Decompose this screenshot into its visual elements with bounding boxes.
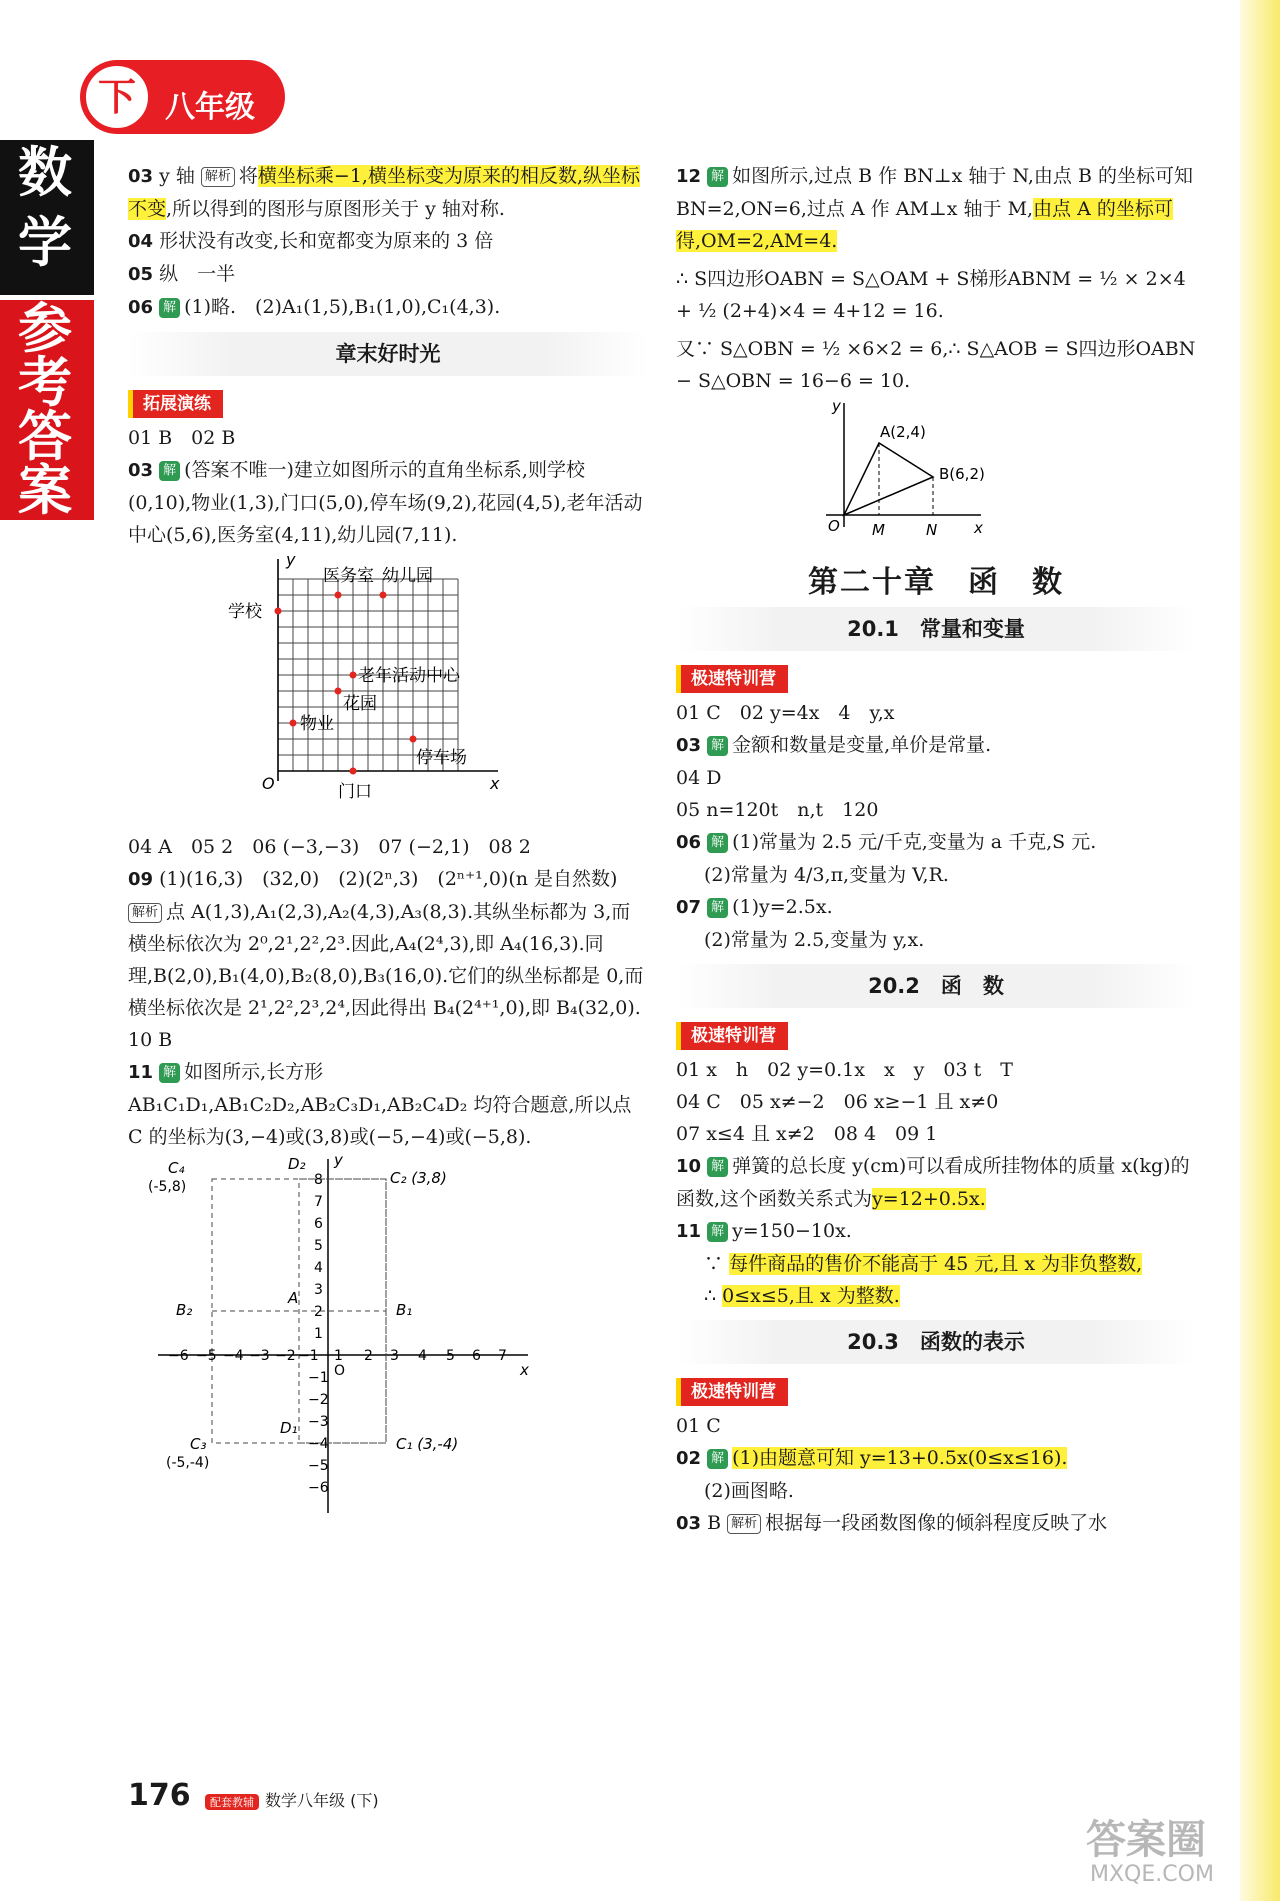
highlight: 横坐标乘−1,横坐标变为原来的相反数,纵坐标不变 (128, 165, 641, 220)
answer-03: 03 y 轴 解析 将横坐标乘−1,横坐标变为原来的相反数,纵坐标不变,所以得到的图形与原图形关于 y 轴对称. (128, 165, 641, 220)
answer-02: 02 解 (1)由题意可知 y=13+0.5x(0≤x≤16). (676, 1447, 1068, 1469)
point-label: C₄ (168, 1159, 185, 1177)
map-label: 门口 (338, 782, 372, 802)
point-label: N (926, 521, 938, 539)
answers-band (0, 297, 94, 522)
answer-05: 05 纵 一半 (128, 263, 236, 285)
svg-text:−4: −4 (308, 1436, 329, 1452)
side-char: 答 (18, 405, 72, 468)
section-title: 20.2 函 数 (676, 964, 1196, 1008)
svg-text:−6: −6 (168, 1348, 189, 1364)
side-char: 案 (18, 459, 72, 522)
answer-02-part2: (2)画图略. (704, 1480, 794, 1502)
svg-text:6: 6 (314, 1216, 323, 1232)
side-char: 参 (18, 297, 72, 360)
answers-01-02: 01 C 02 y=4x 4 y,x (676, 702, 895, 724)
answers-04-08: 04 A 05 2 06 (−3,−3) 07 (−2,1) 08 2 (128, 836, 531, 858)
svg-text:3: 3 (314, 1282, 323, 1298)
answer-06: 06 解 (1)略. (2)A₁(1,5),B₁(1,0),C₁(4,3). (128, 296, 501, 318)
analysis-tag: 解析 (128, 903, 162, 923)
svg-text:5: 5 (446, 1348, 455, 1364)
answer-04: 04 D (676, 767, 722, 789)
axis-label-x: x (520, 1361, 529, 1379)
answer-03b: 03 B 解析 根据每一段函数图像的倾斜程度反映了水 (676, 1512, 1108, 1534)
point-label: C₃ (190, 1435, 207, 1453)
right-column (676, 160, 1196, 1540)
answer-11-because: ∵ 每件商品的售价不能高于 45 元,且 x 为非负整数, (704, 1253, 1143, 1275)
map-label: 学校 (228, 602, 262, 622)
svg-text:−1: −1 (308, 1370, 329, 1386)
svg-text:4: 4 (314, 1260, 323, 1276)
point-label: B₁ (396, 1301, 413, 1319)
triangle-figure (676, 397, 1196, 547)
section-title: 20.3 函数的表示 (676, 1320, 1196, 1364)
volume-badge: 下 (82, 62, 152, 132)
answer-03: 03 解 金额和数量是变量,单价是常量. (676, 734, 992, 756)
axis-label-x: x (974, 519, 983, 537)
answers-04-06: 04 C 05 x≠−2 06 x≥−1 且 x≠0 (676, 1091, 999, 1113)
svg-text:−2: −2 (275, 1348, 296, 1364)
section-title: 20.1 常量和变量 (676, 607, 1196, 651)
point-label: D₂ (288, 1155, 306, 1173)
analysis-tag: 解析 (727, 1514, 761, 1534)
point-label: C₂ (3,8) (390, 1169, 447, 1187)
solution-tag: 解 (707, 1157, 728, 1177)
axis-label-y: y (832, 397, 841, 415)
solution-tag: 解 (159, 298, 180, 318)
solution-tag: 解 (707, 1449, 728, 1469)
point-label: D₁ (280, 1419, 298, 1437)
point-label: A(2,4) (880, 423, 926, 441)
answer-01-02: 01 B 02 B (128, 427, 236, 449)
origin-label: O (334, 1363, 346, 1379)
svg-text:8: 8 (314, 1172, 323, 1188)
highlight: 由点 A 的坐标可得,OM=2,AM=4. (676, 198, 1173, 252)
svg-text:−1: −1 (298, 1348, 319, 1364)
map-label: 老年活动中心 (358, 666, 460, 686)
answer-11-therefore: ∴ 0≤x≤5,且 x 为整数. (704, 1285, 900, 1307)
svg-text:5: 5 (314, 1238, 323, 1254)
answer-10: 10 B (128, 1029, 173, 1051)
practice-tag: 极速特训营 (676, 1378, 788, 1406)
answer-01: 01 C (676, 1415, 721, 1437)
map-label: 物业 (300, 714, 334, 734)
answer-06: 06 解 (1)常量为 2.5 元/千克,变量为 a 千克,S 元. (676, 831, 1097, 853)
highlight: y=12+0.5x. (872, 1188, 986, 1210)
map-label: 花园 (343, 694, 377, 714)
axis-label-x: x (490, 774, 500, 793)
page-number: 176 (128, 1778, 191, 1813)
answer-09-analysis: 解析 点 A(1,3),A₁(2,3),A₂(4,3),A₃(8,3).其纵坐标都为 3,而横坐标依次为 2⁰,2¹,2²,2³.因此,A₄(2⁴,3),即 A₄(16,3).同理,B(2,0),B₁(4,0),B₂(8,0),B₃(16,0).它们的纵坐标都是 0,而横坐标依次是 2¹,2²,2³,2⁴,因此得出 B₄(2⁴⁺¹,0),即 B₄(32,0). (128, 901, 644, 1019)
side-char: 考 (18, 351, 72, 414)
answers-01-03: 01 x h 02 y=0.1x x y 03 t T (676, 1059, 1013, 1081)
svg-text:−3: −3 (249, 1348, 270, 1364)
answer-05: 05 n=120t n,t 120 (676, 799, 879, 821)
solution-tag: 解 (707, 898, 728, 918)
highlight: 每件商品的售价不能高于 45 元,且 x 为非负整数, (729, 1253, 1143, 1275)
svg-text:4: 4 (418, 1348, 427, 1364)
solution-tag: 解 (707, 1222, 728, 1242)
practice-tag: 拓展演练 (128, 390, 223, 418)
point-label: C₁ (3,-4) (396, 1435, 459, 1453)
left-column (128, 160, 648, 1538)
svg-text:7: 7 (314, 1194, 323, 1210)
answer-12-equation: 又∵ S△OBN = ½ ×6×2 = 6,∴ S△AOB = S四边形OABN − S△OBN = 16−6 = 10. (676, 338, 1196, 392)
map-label: 幼儿园 (382, 566, 433, 586)
watermark-url: MXQE.COM (1090, 1862, 1214, 1887)
answer-04: 04 形状没有改变,长和宽都变为原来的 3 倍 (128, 230, 494, 252)
solution-tag: 解 (159, 1063, 180, 1083)
map-label: 停车场 (416, 748, 467, 768)
origin-label: O (262, 774, 275, 793)
svg-text:−5: −5 (308, 1458, 329, 1474)
answer-03b: 03 解 (答案不唯一)建立如图所示的直角坐标系,则学校(0,10),物业(1,3),门口(5,0),停车场(9,2),花园(4,5),老年活动中心(5,6),医务室(4,11),幼儿园(7,11). (128, 459, 643, 546)
svg-text:7: 7 (498, 1348, 507, 1364)
point-label: M (872, 521, 885, 539)
answer-11: 11 解 y=150−10x. (676, 1220, 852, 1242)
point-label: B₂ (176, 1301, 193, 1319)
svg-text:−6: −6 (308, 1480, 329, 1496)
svg-text:3: 3 (390, 1348, 399, 1364)
highlight: (1)由题意可知 y=13+0.5x(0≤x≤16). (732, 1447, 1068, 1469)
book-title: 配套教辅 数学八年级 (下) (205, 1788, 379, 1811)
solution-tag: 解 (707, 736, 728, 756)
campus-map-figure (128, 551, 648, 821)
svg-text:−3: −3 (308, 1414, 329, 1430)
axis-label-y: y (334, 1153, 343, 1169)
answer-06-part2: (2)常量为 4/3,π,变量为 V,R. (704, 864, 949, 886)
svg-text:1: 1 (334, 1348, 343, 1364)
svg-text:2: 2 (364, 1348, 373, 1364)
answer-11: 11 解 如图所示,长方形 AB₁C₁D₁,AB₁C₂D₂,AB₂C₃D₁,AB₂C₄D₂ 均符合题意,所以点 C 的坐标为(3,−4)或(3,8)或(−5,−4)或(−5,8). (128, 1061, 632, 1148)
publisher-pill: 配套教辅 (205, 1794, 259, 1810)
answer-09: 09 (1)(16,3) (32,0) (2)(2ⁿ,3) (2ⁿ⁺¹,0)(n 是自然数) (128, 868, 618, 890)
side-char: 数 (18, 141, 72, 204)
answer-07: 07 解 (1)y=2.5x. (676, 896, 833, 918)
svg-text:1: 1 (314, 1326, 323, 1342)
origin-label: O (828, 517, 840, 535)
solution-tag: 解 (707, 833, 728, 853)
answer-12: 12 解 如图所示,过点 B 作 BN⊥x 轴于 N,由点 B 的坐标可知 BN=2,ON=6,过点 A 作 AM⊥x 轴于 M,由点 A 的坐标可得,OM=2,AM=4. (676, 165, 1193, 252)
coordinate-figure (128, 1153, 548, 1528)
svg-text:−5: −5 (196, 1348, 217, 1364)
chapter-title: 第二十章 函 数 (808, 565, 1064, 600)
point-label: A (288, 1289, 299, 1307)
axis-label-y: y (286, 551, 296, 569)
section-title: 章末好时光 (128, 332, 648, 376)
solution-tag: 解 (707, 167, 728, 187)
answer-07-part2: (2)常量为 2.5,变量为 y,x. (704, 929, 925, 951)
highlight: 0≤x≤5,且 x 为整数. (722, 1285, 900, 1307)
answer-10: 10 解 弹簧的总长度 y(cm)可以看成所挂物体的质量 x(kg)的函数,这个函数关系式为y=12+0.5x. (676, 1155, 1190, 1210)
practice-tag: 极速特训营 (676, 665, 788, 693)
point-label: (-5,8) (148, 1179, 187, 1195)
side-char: 学 (18, 211, 72, 274)
svg-text:6: 6 (472, 1348, 481, 1364)
svg-text:−2: −2 (308, 1392, 329, 1408)
answer-12-equation: ∴ S四边形OABN = S△OAM + S梯形ABNM = ½ × 2×4 + ½ (2+4)×4 = 4+12 = 16. (676, 268, 1186, 322)
point-label: (-5,-4) (166, 1455, 210, 1471)
page-edge (1240, 0, 1280, 1901)
grade-label: 八年级 (165, 90, 255, 125)
analysis-tag: 解析 (201, 167, 235, 187)
solution-tag: 解 (159, 461, 180, 481)
point-label: B(6,2) (939, 465, 985, 483)
watermark-logo: 答案圈 (1086, 1817, 1206, 1863)
subject-band (0, 140, 94, 295)
map-label: 医务室 (323, 566, 374, 586)
svg-text:−4: −4 (223, 1348, 244, 1364)
practice-tag: 极速特训营 (676, 1022, 788, 1050)
answers-07-09: 07 x≤4 且 x≠2 08 4 09 1 (676, 1123, 938, 1145)
svg-text:2: 2 (314, 1304, 323, 1320)
